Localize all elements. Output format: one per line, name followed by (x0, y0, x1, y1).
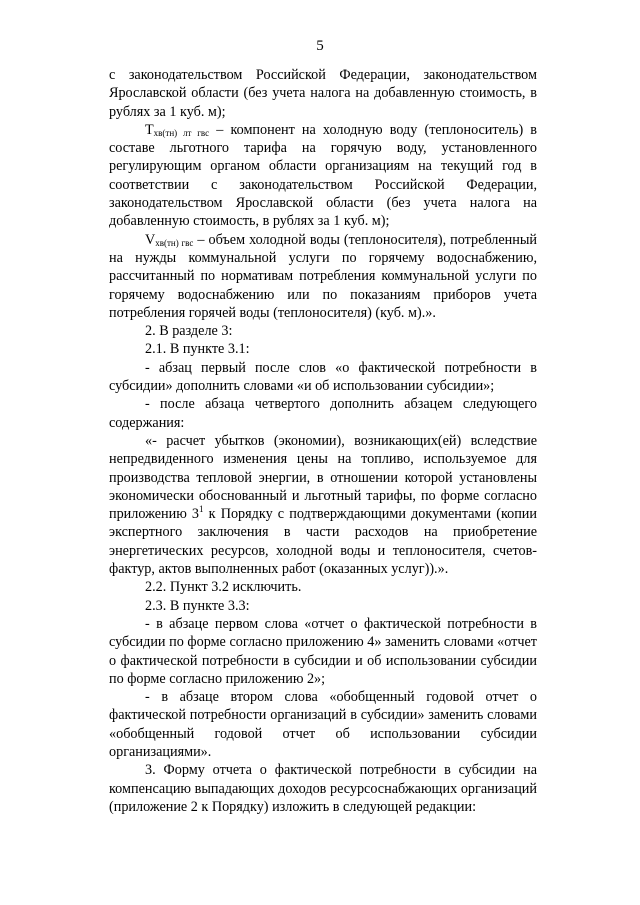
paragraph-loss-calculation: «- расчет убытков (экономии), возникающих(ей) вследствие непредвиденного изменения цены на топливо, используемое для производства тепловой энергии, в отношении которой установлены экономически обоснованный и льготный тарифы, по форме согласно приложению $3^1$ к Порядку с подтверждающими документами (копии экспертного заключения в части расходов на приобретение энергетических ресурсов, холодной воды и теплоносителя, счетов-фактур, актов выполненных работ (оказанных услуг)).». (109, 432, 537, 578)
paragraph-section-3-heading: 2. В разделе 3: (145, 323, 233, 340)
paragraph-item-2-3-second-change: - в абзаце втором слова «обобщенный годовой отчет о фактической потребности организаций в субсидии» заменить словами «обобщенный годовой отчет об использовании субсидии организациями». (109, 689, 537, 760)
paragraph-volume-definition: $V_{хв(тн) гвс}$ – объем холодной воды (теплоносителя), потребленный на нужды коммунальной услуги по горячему водоснабжению, рассчитанный по нормативам потребления коммунальной услуги по горячему водоснабжению или по показаниям приборов учета потребления горячей воды (теплоносителя) (куб. м).». (109, 231, 537, 321)
paragraph-item-2-1-first-change: - абзац первый после слов «о фактической потребности в субсидии» дополнить словами «и об использовании субсидии»; (109, 359, 537, 395)
paragraph-item-2-1: 2.1. В пункте 3.1: (145, 341, 250, 358)
paragraph-item-2-3-first-change: - в абзаце первом слова «отчет о фактической потребности в субсидии по форме согласно приложению 4» заменить словами «отчет о фактической потребности в субсидии и об использовании субсидии по форме согласно приложению 2»; (109, 615, 537, 687)
formula-symbol-v: $V_{хв(тн) гвс}$ (145, 231, 194, 248)
paragraph-item-2-2: 2.2. Пункт 3.2 исключить. (145, 579, 302, 596)
paragraph-item-2-1-second-change: - после абзаца четвертого дополнить абзацем следующего содержания: (109, 396, 537, 431)
paragraph-item-3: 3. Форму отчета о фактической потребности в субсидии на компенсацию выпадающих доходов ресурсоснабжающих организаций (приложение 2 к Порядку) изложить в следующей редакции: (109, 762, 537, 815)
superscript-appendix-number: 1 (199, 504, 204, 515)
paragraph-item-2-3: 2.3. В пункте 3.3: (145, 597, 250, 614)
page-number: 5 (316, 38, 324, 54)
formula-symbol-t: $Т_{хв(тн) лт гвс}$ (145, 121, 210, 138)
document-body (109, 66, 537, 816)
paragraph-continuation: с законодательством Российской Федерации, законодательством Ярославской области (без учета налога на добавленную стоимость, в рублях за 1 куб. м); (109, 67, 537, 120)
paragraph-tariff-component-definition: $Т_{хв(тн) лт гвс}$ – компонент на холодную воду (теплоноситель) в составе льготного тарифа на горячую воду, установленного регулирующим органом области организациям на текущий год в соответствии с законодательством Российской Федерации, законодательством Ярославской области (без учета налога на добавленную стоимость, в рублях за 1 куб. м); (109, 121, 537, 230)
